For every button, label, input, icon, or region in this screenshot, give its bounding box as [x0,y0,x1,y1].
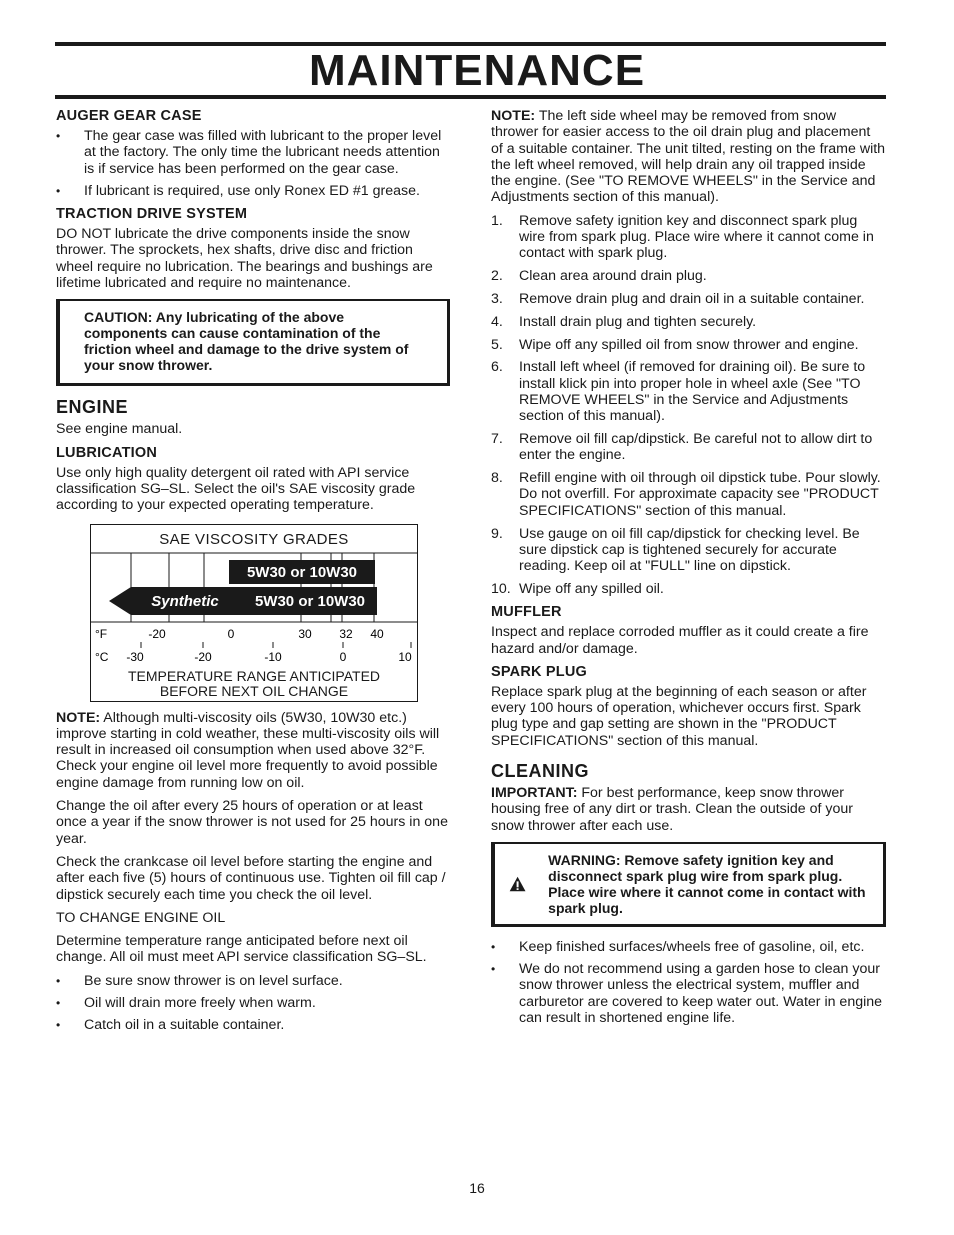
c-unit-label: °C [95,649,109,664]
page-number: 16 [469,1180,485,1196]
caption-line: TEMPERATURE RANGE ANTICIPATED [127,667,381,684]
caption-line: BEFORE NEXT OIL CHANGE [159,682,349,699]
engine-text: See engine manual. [56,421,183,438]
step-number: 9. [491,525,503,542]
check-oil-text: Check the crankcase oil level before starting the engine and after each five (5) hours of continuous use. Tighten oil fill cap / dipstick securely each time you check the oil level. [56,853,446,903]
note-label: NOTE: [491,108,536,124]
note-label: NOTE: [56,709,101,726]
traction-text: DO NOT lubricate the drive components inside the snow thrower. The sprockets, hex shafts, drive disc and friction wheel require no lubrication. The bearings and bushings are lifetime lubricated and require no maintenance. [56,226,433,292]
step-text: Remove oil fill cap/dipstick. Be careful not to allow dirt to enter the engine. [519,431,873,464]
list-item [491,359,886,424]
step-number: 10. [491,580,511,597]
step-text: Wipe off any spilled oil. [519,580,664,597]
f-unit-label: °F [95,626,108,641]
c-tick: -20 [194,649,212,664]
f-tick: 0 [227,626,235,641]
auger-bullets [56,128,450,199]
drain-note [491,108,886,206]
list-item [491,526,886,575]
list-item [491,581,886,597]
c-tick: -30 [126,649,144,664]
warning-text: WARNING: Remove safety ignition key and disconnect spark plug wire from spark plug. Place wire where it cannot come in contact with spark plug. [548,851,866,916]
f-tick: 30 [298,626,312,641]
important-text [491,785,886,834]
note-text: The left side wheel may be removed from snow thrower for easier access to the oil drain plug and placement of a suitable container. The unit tilted, resting on the frame with the left wheel removed, will help drain any oil trapped inside the engine. (See "TO REMOVE WHEELS" in the Service and Adjustments section of this manual). [491,108,886,206]
list-item: • If lubricant is required, use only Ronex ED #1 grease. [56,183,450,199]
important-label: IMPORTANT: [491,785,578,801]
step-text: Refill engine with oil through oil dipstick tube. Pour slowly. Do not overfill. For approximate capacity see "PRODUCT SPECIFICATIONS" section of this manual. [519,470,881,519]
list-item [491,291,886,307]
step-text: Wipe off any spilled oil from snow thrower and engine. [519,336,859,353]
step-number: 7. [491,431,503,448]
list-item: • Be sure snow thrower is on level surface. [56,973,450,989]
lubrication-text: Use only high quality detergent oil rated with API service classification SG–SL. Select the oil's SAE viscosity grade according to your expected operating temperature. [56,464,416,514]
oil-bullets [56,973,450,1034]
oil-change-steps [491,213,886,597]
header-rule-bottom [55,95,886,99]
list-item: • Oil will drain more freely when warm. [56,995,450,1011]
left-column [56,108,450,1041]
traction-heading: TRACTION DRIVE SYSTEM [56,206,248,223]
c-tick: 10 [398,649,412,664]
step-text: Install left wheel (if removed for draining oil). Be sure to install klick pin into proper hole in wheel axle (See "TO REMOVE WHEELS" in the Service and Adjustments section of this manual). [519,359,866,425]
list-item [491,470,886,519]
warning-box [491,842,886,927]
viscosity-chart-caption [91,669,417,699]
f-tick: 40 [370,626,384,641]
change-oil-text: Change the oil after every 25 hours of operation or at least once a year if the snow thrower is not used for 25 hours in one year. [56,798,448,847]
step-text: Remove drain plug and drain oil in a suitable container. [519,290,865,307]
cleaning-bullets [491,939,886,1026]
band2-label: 5W30 or 10W30 [254,592,366,610]
list-item: • Keep finished surfaces/wheels free of gasoline, oil, etc. [491,939,886,955]
list-item [491,431,886,464]
step-number: 8. [491,470,503,487]
step-text: Install drain plug and tighten securely. [519,313,757,330]
list-item [491,213,886,262]
lubrication-heading: LUBRICATION [56,444,158,461]
muffler-heading: MUFFLER [491,604,562,621]
muffler-text: Inspect and replace corroded muffler as it could create a fire hazard and/or damage. [491,624,869,657]
step-number: 4. [491,313,503,330]
auger-heading: AUGER GEAR CASE [56,108,202,124]
step-number: 1. [491,212,503,229]
step-text: Use gauge on oil fill cap/dipstick for checking level. Be sure dipstick cap is tightened securely for accurate reading. Keep oil at "FULL" line on dipstick. [519,525,860,575]
step-number: 2. [491,268,503,285]
c-tick: -10 [264,649,282,664]
band2-prefix-label: Synthetic [151,592,219,610]
important-body: For best performance, keep snow thrower housing free of any dirt or trash. Clean the outside of your snow thrower after each use. [491,785,853,834]
note-text: Although multi-viscosity oils (5W30, 10W30 etc.) improve starting in cold weather, these multi-viscosity oils will result in increased oil consumption when used above 32°F. Check your engine oil level more frequently to avoid possible engine damage from running low on oil. [56,709,440,791]
engine-heading: ENGINE [56,397,129,418]
list-item [491,337,886,353]
list-item: • The gear case was filled with lubricant to the proper level at the factory. The only time the lubricant needs attention is if service has been performed on the gear case. [56,128,450,177]
step-number: 6. [491,359,503,376]
list-item: • We do not recommend using a garden hose to clean your snow thrower unless the electrical system, muffler and carburetor are covered to keep water out. Water in engine can result in shortened engine life. [491,961,886,1026]
f-tick: 32 [339,626,353,641]
f-tick: -20 [148,626,166,641]
to-change-heading: TO CHANGE ENGINE OIL [56,909,226,926]
step-text: Clean area around drain plug. [519,268,707,285]
cleaning-heading: CLEANING [491,761,589,781]
step-text: Remove safety ignition key and disconnect spark plug wire from spark plug. Place wire where it cannot come in contact with spark plug. [519,212,874,262]
c-tick: 0 [339,649,347,664]
spark-plug-text: Replace spark plug at the beginning of each season or after every 100 hours of operation, whichever occurs first. Spark plug type and gap setting are shown in the "PRODUCT SPECIFICATIONS" section of this manual. [491,683,867,749]
page-title: MAINTENANCE [308,46,646,95]
viscosity-note [56,710,450,791]
list-item [491,268,886,284]
band1-label: 5W30 or 10W30 [246,563,358,581]
warning-icon [509,860,526,908]
spark-plug-heading: SPARK PLUG [491,663,587,680]
step-number: 5. [491,336,503,353]
viscosity-chart [90,524,418,702]
viscosity-chart-title: SAE VISCOSITY GRADES [159,530,349,548]
step-number: 3. [491,290,503,307]
list-item: • Catch oil in a suitable container. [56,1017,450,1033]
list-item [491,314,886,330]
determine-text: Determine temperature range anticipated before next oil change. All oil must meet API service classification SG–SL. [56,933,427,966]
caution-box: CAUTION: Any lubricating of the above components can cause contamination of the friction wheel and damage to the drive system of your snow thrower. [56,299,450,386]
right-column [491,108,886,1033]
